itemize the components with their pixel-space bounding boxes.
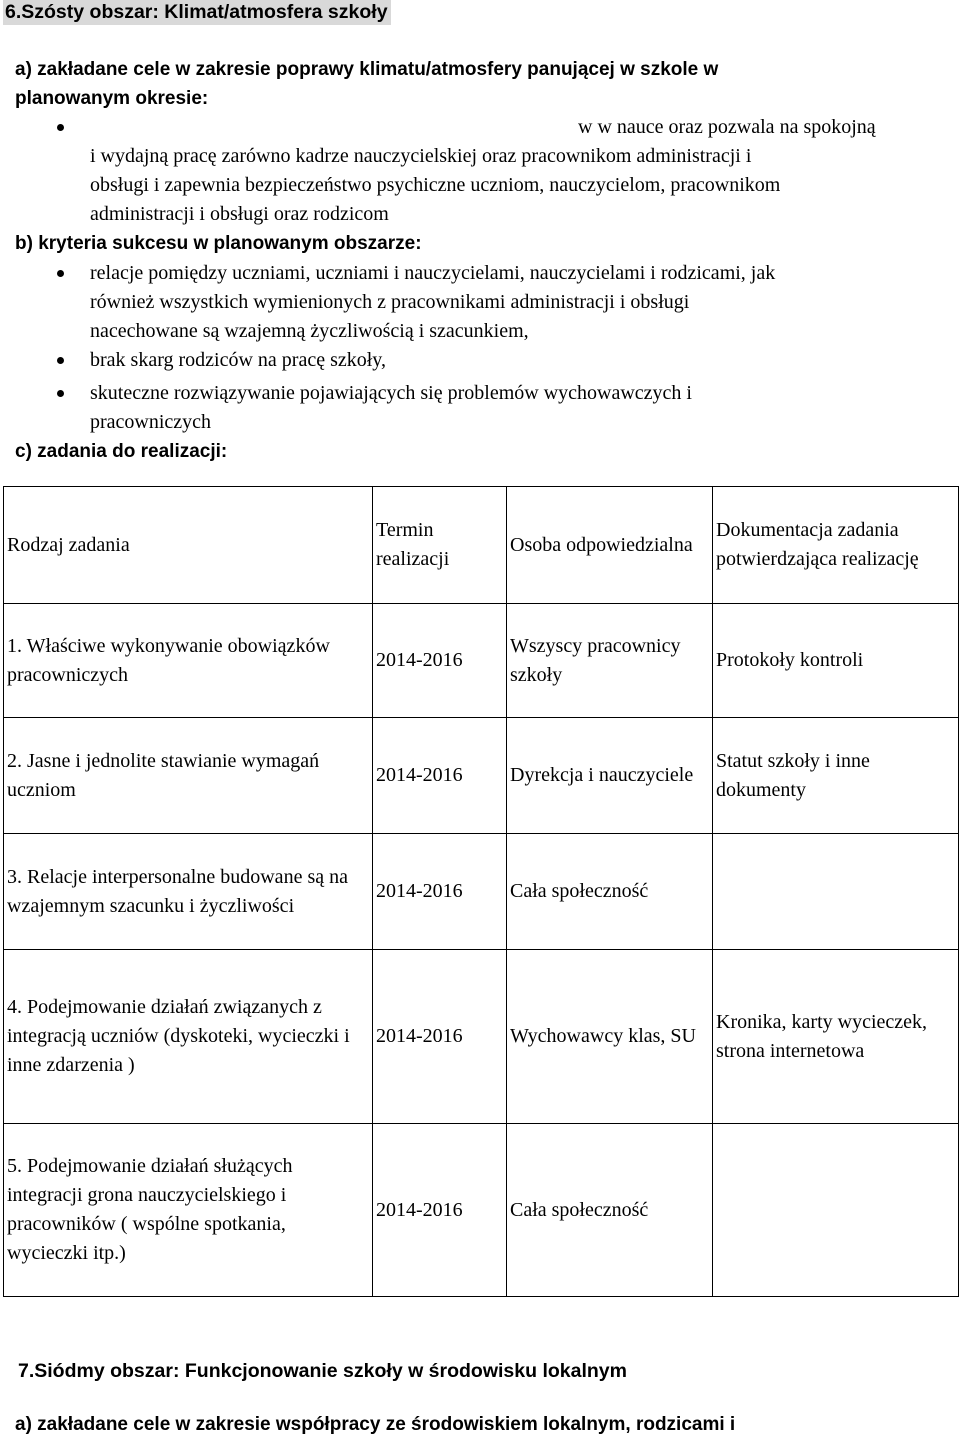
task-cell: 5. Podejmowanie działań służących integracji grona nauczycielskiego i pracowników ( wspólne spotkania, wycieczki itp.) — [4, 1124, 373, 1297]
header-cell-responsible: Osoba odpowiedzialna — [507, 487, 713, 604]
documentation-cell: Statut szkoły i inne dokumenty — [713, 718, 959, 834]
goal-text-line3: obsługi i zapewnia bezpieczeństwo psychiczne uczniom, nauczycielom, pracownikom — [90, 174, 781, 196]
section6-heading: 6.Szósty obszar: Klimat/atmosfera szkoły — [3, 0, 391, 25]
criteria-item-2: brak skarg rodziców na pracę szkoły, — [90, 349, 386, 371]
task-cell: 3. Relacje interpersonalne budowane są na wzajemnym szacunku i życzliwości — [4, 834, 373, 950]
goal-text-line4: administracji i obsługi oraz rodzicom — [90, 203, 389, 225]
documentation-cell: Kronika, karty wycieczek, strona internetowa — [713, 950, 959, 1124]
bullet-icon — [57, 390, 64, 397]
responsible-cell: Cała społeczność — [507, 1124, 713, 1297]
deadline-cell: 2014-2016 — [373, 950, 507, 1124]
documentation-cell: Protokoły kontroli — [713, 604, 959, 718]
criteria-item-3-line1: skuteczne rozwiązywanie pojawiających się problemów wychowawczych i — [90, 382, 692, 404]
deadline-cell: 2014-2016 — [373, 834, 507, 950]
goal-text-line2: i wydajną pracę zarówno kadrze nauczycielskiej oraz pracownikom administracji i — [90, 145, 752, 167]
documentation-cell — [713, 1124, 959, 1297]
criteria-item-1-line2: również wszystkich wymienionych z pracownikami administracji i obsługi — [90, 291, 690, 313]
section7-a-label: a) zakładane cele w zakresie współpracy ze środowiskiem lokalnym, rodzicami i — [15, 1414, 736, 1435]
responsible-cell: Dyrekcja i nauczyciele — [507, 718, 713, 834]
task-cell: 1. Właściwe wykonywanie obowiązków pracowniczych — [4, 604, 373, 718]
table-row — [4, 604, 959, 718]
section6-b-label: b) kryteria sukcesu w planowanym obszarze: — [15, 233, 422, 254]
header-cell-deadline: Termin realizacji — [373, 487, 507, 604]
bullet-icon — [57, 124, 64, 131]
header-cell-documentation: Dokumentacja zadania potwierdzająca realizację — [713, 487, 959, 604]
criteria-item-1-line3: nacechowane są wzajemną życzliwością i szacunkiem, — [90, 320, 529, 342]
header-cell-task-type: Rodzaj zadania — [4, 487, 373, 604]
deadline-cell: 2014-2016 — [373, 604, 507, 718]
criteria-item-1-line1: relacje pomiędzy uczniami, uczniami i nauczycielami, nauczycielami i rodzicami, jak — [90, 262, 776, 284]
criteria-item-3-line2: pracowniczych — [90, 411, 212, 433]
task-cell: 2. Jasne i jednolite stawianie wymagań uczniom — [4, 718, 373, 834]
section6-a-label-line1: a) zakładane cele w zakresie poprawy klimatu/atmosfery panującej w szkole w — [15, 59, 719, 80]
tasks-table — [3, 486, 959, 1297]
responsible-cell: Wychowawcy klas, SU — [507, 950, 713, 1124]
table-row — [4, 718, 959, 834]
responsible-cell: Cała społeczność — [507, 834, 713, 950]
deadline-cell: 2014-2016 — [373, 718, 507, 834]
bullet-icon — [57, 270, 64, 277]
table-row — [4, 834, 959, 950]
section6-c-label: c) zadania do realizacji: — [15, 441, 228, 462]
responsible-cell: Wszyscy pracownicy szkoły — [507, 604, 713, 718]
goal-text-line1: w w nauce oraz pozwala na spokojną — [578, 116, 876, 138]
table-row — [4, 950, 959, 1124]
table-header-row — [4, 487, 959, 604]
documentation-cell — [713, 834, 959, 950]
bullet-icon — [57, 357, 64, 364]
table-row — [4, 1124, 959, 1297]
task-cell: 4. Podejmowanie działań związanych z integracją uczniów (dyskoteki, wycieczki i inne zdarzenia ) — [4, 950, 373, 1124]
deadline-cell: 2014-2016 — [373, 1124, 507, 1297]
section7-heading: 7.Siódmy obszar: Funkcjonowanie szkoły w środowisku lokalnym — [18, 1360, 627, 1382]
section6-a-label-line2: planowanym okresie: — [15, 88, 209, 109]
